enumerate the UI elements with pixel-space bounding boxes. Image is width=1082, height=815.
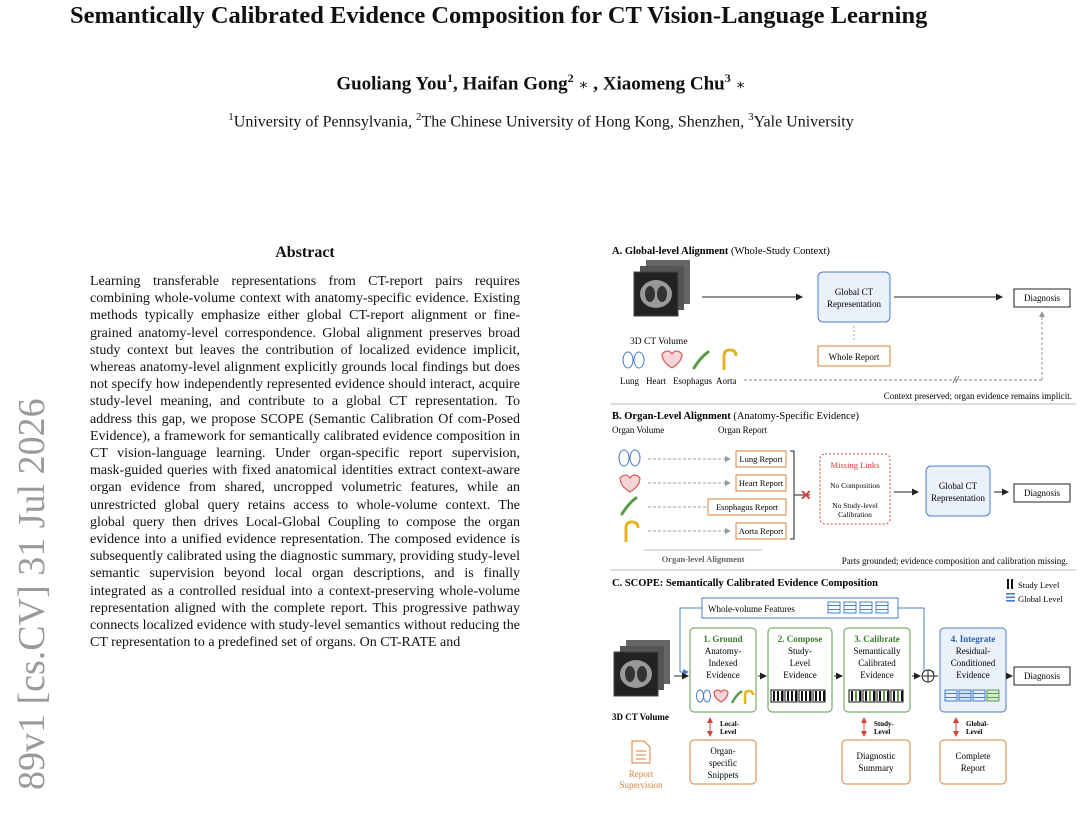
- panel-b-global-line1: Global CT: [938, 481, 978, 491]
- step-compose-l2: Level: [789, 658, 811, 668]
- legend-global-label: Global Level: [1018, 594, 1063, 604]
- panel-a-heading: A. Global-level Alignment (Whole-Study Context): [612, 246, 830, 257]
- panel-b-report-lung-text: Lung Report: [739, 454, 783, 464]
- ct-volume-icon: [614, 640, 670, 696]
- panel-b-heading: B. Organ-Level Alignment (Anatomy-Specific Evidence): [612, 411, 860, 422]
- supervision-organ-l2: specific: [709, 758, 737, 768]
- level-local-l1: Local-: [720, 720, 740, 728]
- legend-global-icon: [1006, 593, 1015, 602]
- author-2: Haifan Gong: [462, 73, 568, 95]
- step-integrate-l3: Evidence: [956, 670, 990, 680]
- report-document-icon: [632, 741, 650, 763]
- step-integrate-l2: Conditioned: [950, 658, 996, 668]
- affil-1-num: 1: [228, 111, 234, 123]
- report-supervision-l1: Report: [628, 769, 654, 779]
- arxiv-stamp: [0, 350, 53, 810]
- author-2-mark: ∗: [578, 77, 589, 94]
- level-local-l2: Level: [720, 728, 737, 736]
- panel-b-note: Parts grounded; evidence composition and calibration missing.: [841, 556, 1068, 566]
- panel-b-missing-1: No Composition: [830, 481, 880, 490]
- panel-a-note: Context preserved; organ evidence remains implicit.: [883, 391, 1072, 401]
- supervision-summary-l1: Diagnostic: [856, 751, 896, 761]
- aorta-icon: [626, 522, 638, 542]
- residual-add-icon: [922, 670, 934, 682]
- step-ground-title: 1. Ground: [703, 634, 743, 644]
- affil-2: The Chinese University of Hong Kong, Shenzhen,: [421, 113, 745, 131]
- level-study-l2: Level: [874, 728, 891, 736]
- supervision-organ-l1: Organ-: [710, 746, 736, 756]
- lung-icon: [619, 450, 640, 466]
- panel-b-bracket: [790, 451, 794, 539]
- panel-b-report-esophagus-text: Esophagus Report: [715, 502, 779, 512]
- author-3-mark: ∗: [735, 77, 746, 94]
- panel-b-organ-report: Organ Report: [718, 425, 768, 435]
- ct-volume-icon: [634, 260, 690, 316]
- panel-b-global-rep: [926, 466, 990, 516]
- supervision-diagnostic-summary: [842, 740, 910, 784]
- report-supervision-l2: Supervision: [619, 780, 663, 790]
- heart-icon: [620, 475, 640, 492]
- level-global-l2: Level: [966, 728, 983, 736]
- panel-b-missing-title: Missing Links: [830, 460, 880, 470]
- supervision-complete-report: [940, 740, 1006, 784]
- supervision-summary-l2: Summary: [858, 763, 894, 773]
- panel-c-diagnosis-text: Diagnosis: [1024, 671, 1060, 681]
- author-2-affil: 2: [567, 71, 574, 85]
- affiliations: [0, 111, 1082, 131]
- step-ground-l2: Indexed: [708, 658, 738, 668]
- panel-a-break-mark: //: [953, 375, 959, 386]
- author-3-affil: 3: [724, 71, 731, 85]
- panel-a-global-line2: Representation: [827, 299, 881, 309]
- step-calibrate-title: 3. Calibrate: [854, 634, 900, 644]
- panel-a-global-rep: [818, 272, 890, 322]
- affil-3: Yale University: [753, 113, 854, 131]
- author-list: Guoliang You$^1$, Haifan Gong$^2$ ∗ , Xiaomeng Chu$^3$ ∗: [336, 71, 746, 95]
- panel-b-report-heart-text: Heart Report: [738, 478, 784, 488]
- panel-a-global-line1: Global CT: [834, 287, 874, 297]
- legend-study-label: Study Level: [1018, 580, 1060, 590]
- step-calibrate-l3: Evidence: [860, 670, 894, 680]
- author-3: Xiaomeng Chu: [602, 73, 725, 95]
- affil-1: University of Pennsylvania,: [233, 113, 412, 131]
- affil-3-num: 3: [748, 111, 754, 123]
- legend-study-icon: [1007, 579, 1013, 589]
- author-1-affil: 1: [447, 71, 454, 85]
- panel-a-organ-lung: Lung: [620, 376, 639, 386]
- panel-a-organ-esophagus: Esophagus: [673, 376, 712, 386]
- supervision-report-l2: Report: [960, 763, 986, 773]
- step-integrate-l1: Residual-: [955, 646, 991, 656]
- author-sep: ,: [593, 73, 599, 95]
- abstract-body: Learning transferable representations from CT-report pairs requires combining whole-volume context with anatomy-specific evidence. Existing methods typically emphasize either global CT-report alignment or fine-grained anatomy-level correspondence. Global alignment preserves broad study context but leaves the contribution of localized evidence implicit, whereas anatomy-level alignment explicitly grounds local findings but does not specify how independently represented evidence should interact, acquire study-level meaning, and contribute to a global CT representation. To address this gap, we propose SCOPE (Semantic Calibration Of com-Posed Evidence), a framework for semantically calibrated evidence composition in CT vision-language learning. Under organ-specific report supervision, mask-guided queries with fixed anatomical identities extract context-aware organ evidence from shared, uncropped volumetric features, while an unrestricted global query retains access to whole-volume context. The global query then drives Local-Global Coupling to compose the organ evidence into a unified evidence representation. The composed evidence is subsequently calibrated using the diagnostic summary, providing study-level semantic supervision beyond local organ descriptions, and is finally integrated as a controlled residual into a context-preserving whole-volume representation aligned with the complete report. This progressive pathway connects localized evidence with study-level semantics without reducing the CT representation to a predefined set of organs. On CT-RATE and: [90, 274, 520, 651]
- step-ground-l1: Anatomy-: [704, 646, 742, 656]
- author-1: Guoliang You: [336, 73, 448, 95]
- panel-a-volume-label: 3D CT Volume: [630, 337, 688, 347]
- panel-a-diagnosis-text: Diagnosis: [1024, 293, 1060, 303]
- panel-a-organ-heart: Heart: [646, 376, 666, 386]
- heart-icon: [662, 351, 682, 368]
- panel-b-organ-volume: Organ Volume: [612, 425, 665, 435]
- supervision-organ-l3: Snippets: [707, 770, 739, 780]
- panel-c-heading: C. SCOPE: Semantically Calibrated Evidence Composition: [612, 578, 879, 589]
- arxiv-stamp-text: 89v1 [cs.CV] 31 Jul 2026: [11, 398, 53, 790]
- panel-a-organ-aorta: Aorta: [716, 376, 737, 386]
- abstract-heading: Abstract: [275, 244, 335, 261]
- aorta-icon: [724, 350, 736, 370]
- level-study-l1: Study-: [874, 720, 894, 728]
- affil-2-num: 2: [415, 111, 422, 123]
- esophagus-icon: [694, 352, 708, 368]
- level-global-l1: Global-: [966, 720, 989, 728]
- supervision-report-l1: Complete: [955, 751, 991, 761]
- step-ground-l3: Evidence: [706, 670, 740, 680]
- step-compose-title: 2. Compose: [777, 634, 823, 644]
- method-diagram: [604, 236, 1082, 810]
- step-compose-l1: Study-: [787, 646, 813, 656]
- step-calibrate-l1: Semantically: [853, 646, 901, 656]
- panel-b-report-aorta-text: Aorta Report: [738, 526, 784, 536]
- panel-a-whole-report-text: Whole Report: [828, 352, 880, 362]
- panel-b-cross-icon: ✕: [800, 489, 812, 504]
- method-figure: [604, 236, 1082, 810]
- panel-b-missing-2b: Calibration: [838, 510, 872, 519]
- panel-b-missing-2a: No Study-level: [832, 501, 878, 510]
- panel-b-global-line2: Representation: [931, 493, 985, 503]
- panel-b-diagnosis-text: Diagnosis: [1024, 488, 1060, 498]
- panel-c-volume-label: 3D CT Volume: [612, 712, 669, 722]
- panel-b-organ-level-label: Organ-level Alignment: [661, 554, 745, 564]
- lung-icon: [623, 352, 644, 368]
- esophagus-icon: [622, 498, 636, 514]
- step-calibrate-l2: Calibrated: [858, 658, 896, 668]
- wv-features-label: Whole-volume Features: [708, 604, 795, 614]
- step-compose-l3: Evidence: [783, 670, 817, 680]
- paper-title: Semantically Calibrated Evidence Composition for CT Vision-Language Learning: [70, 2, 928, 29]
- step-integrate-title: 4. Integrate: [950, 634, 996, 644]
